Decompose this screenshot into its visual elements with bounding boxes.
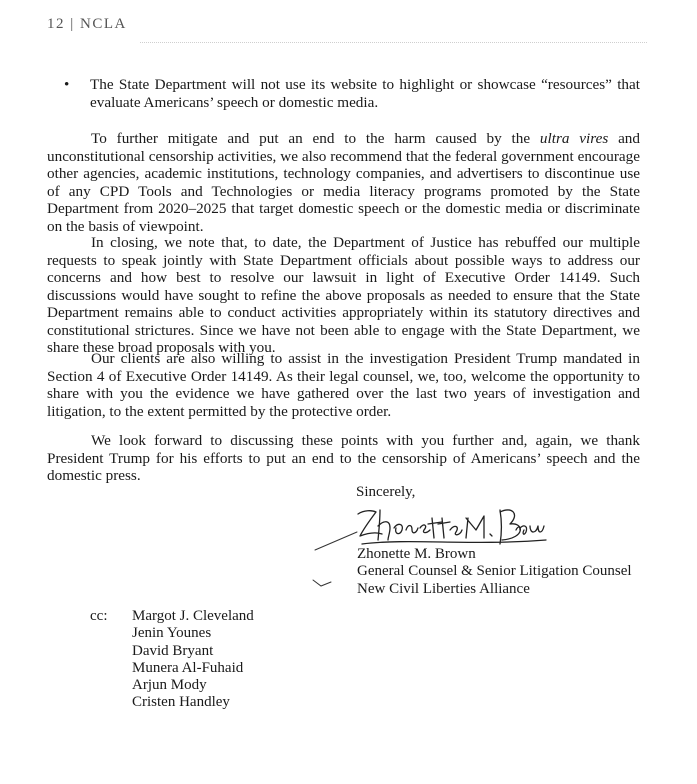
header-org: NCLA [80,16,127,32]
cc-label: cc: [90,608,108,624]
signature-block [357,546,632,598]
header-rule [140,42,647,43]
paragraph-mitigation-after: and unconstitutional censorship activities, we also recommend that the federal government encourage other agencies, academic institutions, technology companies, and advertisers to discontinue use of any CPD Tools and Technologies or media literacy programs promoted by the State Department from 2020–2025 that target domestic speech or the domestic media or discriminate on the basis of viewpoint. [47,130,640,235]
paragraph-closing-note: In closing, we note that, to date, the Department of Justice has rebuffed our multiple requests to speak jointly with State Department officials about possible ways to address our concerns and how best to resolve our lawsuit in light of Executive Order 14149. Such discussions would have sought to refine the above proposals as needed to ensure that the State Department remains able to conduct activities appropriately within its statutory directives and constitutional strictures. Since we have not been able to engage with the State Department, we share these broad proposals with you. [47,234,640,356]
signature-image [350,500,550,552]
bullet-text: The State Department will not use its website to highlight or showcase “resources” that evaluate Americans’ speech or domestic media. [90,76,640,111]
signer-title: General Counsel & Senior Litigation Counsel [357,563,632,580]
header-separator: | [70,16,75,32]
page-header [47,16,127,33]
cc-recipient: Margot J. Cleveland [132,608,254,624]
signer-name: Zhonette M. Brown [357,546,476,562]
cc-recipient: Jenin Younes [132,625,212,642]
paragraph-thanks: We look forward to discussing these points with you further and, again, we thank President Trump for his efforts to put an end to the censorship of Americans’ speech and the domestic press. [47,432,640,484]
cc-recipient: Cristen Handley [132,694,230,711]
closing-salutation: Sincerely, [356,484,416,500]
paragraph-mitigation-italic: ultra vires [539,130,609,147]
paragraph-mitigation [47,130,640,235]
bullet-item [64,76,640,111]
bullet-marker: • [64,76,70,93]
page-number: 12 [47,16,65,32]
cc-recipient: Arjun Mody [132,677,207,694]
cc-recipient: David Bryant [132,642,214,659]
paragraph-assistance: Our clients are also willing to assist in the investigation President Trump mandated in Section 4 of Executive Order 14149. As their legal counsel, we, too, welcome the opportunity to share with you the evidence we have gathered over the last two years of investigation and litigation, to the extent permitted by the protective order. [47,350,640,420]
cc-recipient-list [132,608,254,712]
signer-organization: New Civil Liberties Alliance [357,580,530,597]
cc-recipient: Munera Al-Fuhaid [132,659,244,676]
paragraph-mitigation-before: To further mitigate and put an end to the harm caused by the [91,130,540,147]
